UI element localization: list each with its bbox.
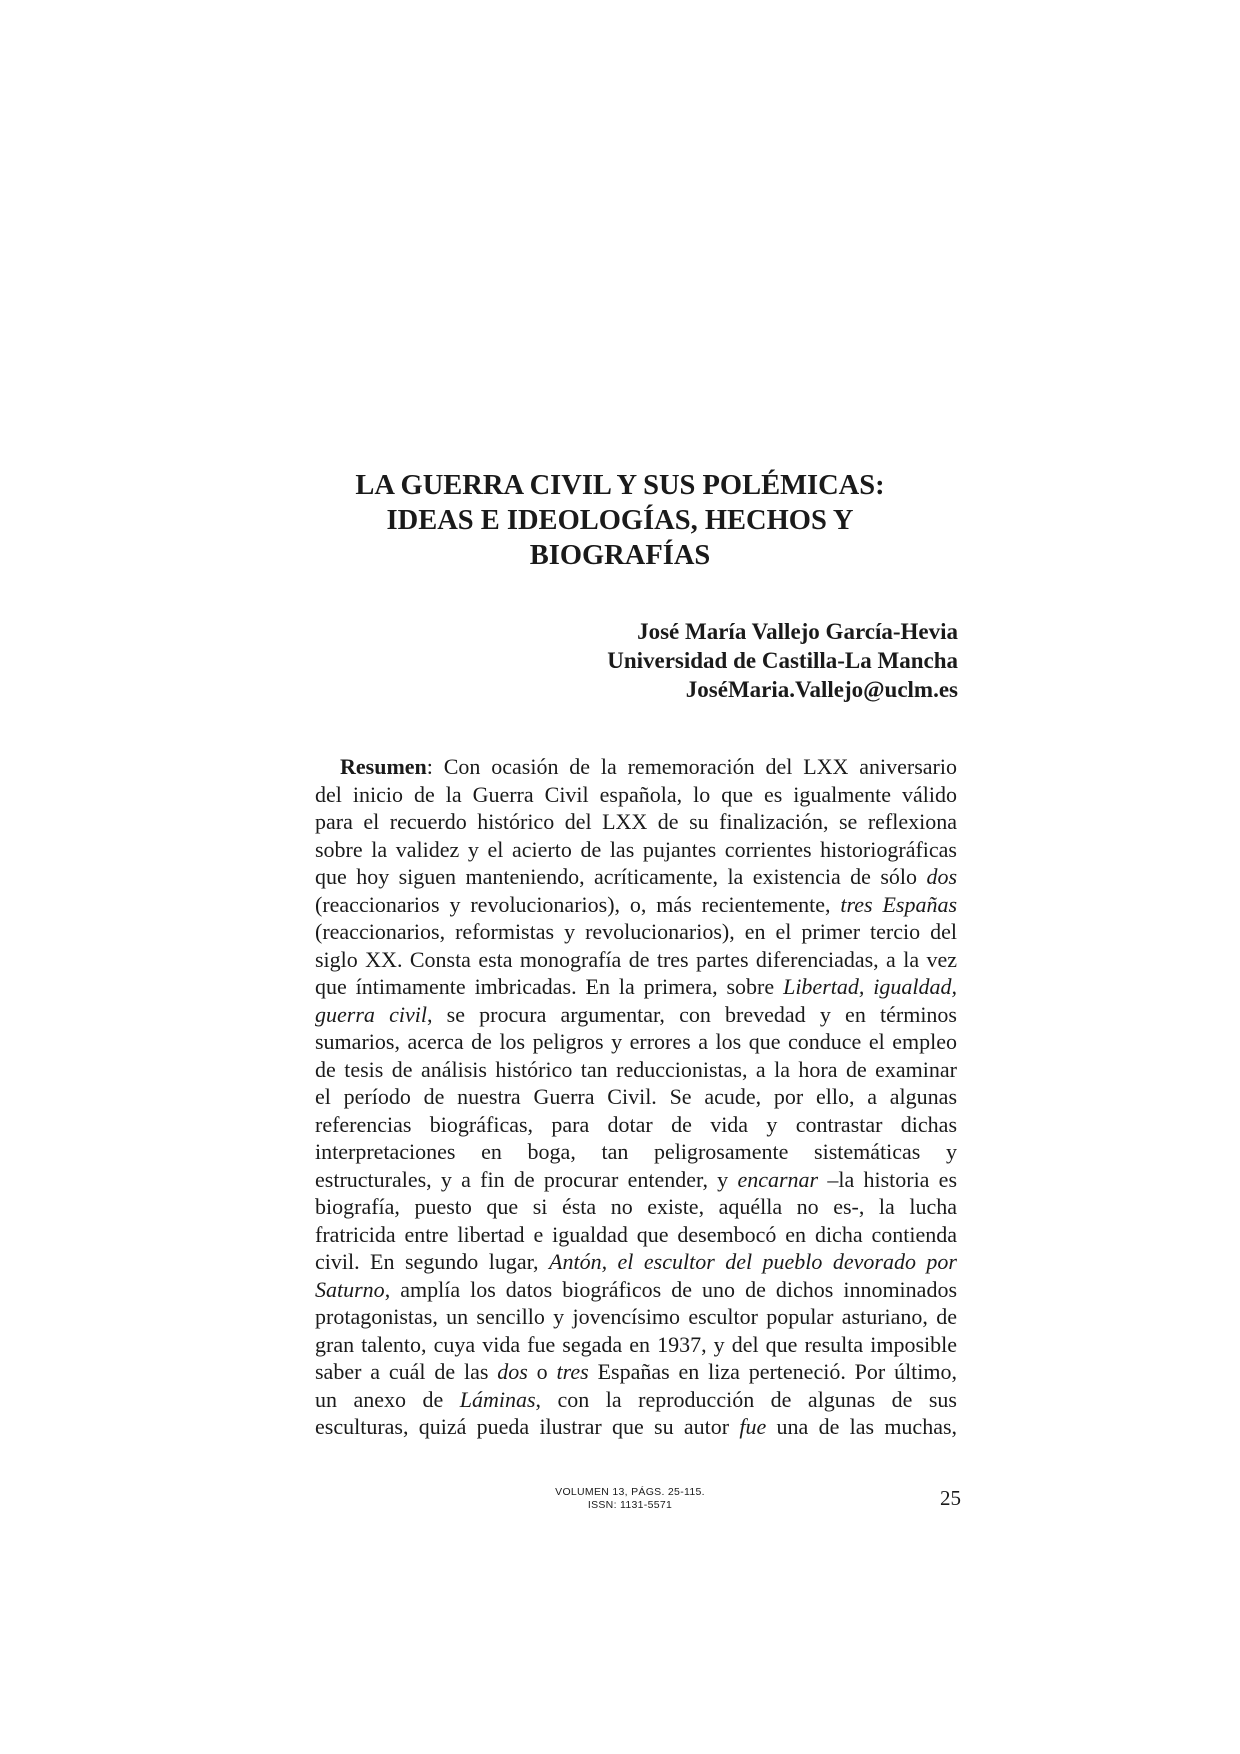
abstract-line: civil. En segundo lugar, Antón, el escultor del pueblo devorado por <box>315 1249 957 1274</box>
abstract-line: saber a cuál de las dos o tres Españas en liza perteneció. Por último, <box>315 1359 958 1384</box>
abstract-line: interpretaciones en boga, tan peligrosamente sistemáticas y <box>315 1139 957 1164</box>
abstract-label: Resumen <box>340 754 427 779</box>
abstract-line: que hoy siguen manteniendo, acríticamente, la existencia de sólo dos <box>315 864 957 889</box>
title-line-1: LA GUERRA CIVIL Y SUS POLÉMICAS: <box>355 470 885 501</box>
abstract-line: estructurales, y a fin de procurar entender, y encarnar –la historia es <box>315 1166 958 1192</box>
abstract-line: sumarios, acerca de los peligros y errores a los que conduce el empleo <box>315 1029 957 1054</box>
title-line-3: BIOGRAFÍAS <box>529 540 711 571</box>
abstract-line: sobre la validez y el acierto de las pujantes corrientes historiográficas <box>315 836 957 862</box>
abstract-line: del inicio de la Guerra Civil española, lo que es igualmente válido <box>315 781 957 807</box>
author-affiliation: Universidad de Castilla-La Mancha <box>607 648 958 673</box>
abstract-line: Resumen: Con ocasión de la rememoración del LXX aniversario <box>340 754 957 779</box>
abstract <box>315 753 957 1441</box>
abstract-line: para el recuerdo histórico del LXX de su finalización, se reflexiona <box>315 809 957 834</box>
abstract-line: esculturas, quizá pueda ilustrar que su autor fue una de las muchas, <box>315 1414 958 1439</box>
abstract-line: gran talento, cuya vida fue segada en 1937, y del que resulta imposible <box>315 1331 957 1357</box>
abstract-line: el período de nuestra Guerra Civil. Se acude, por ello, a algunas <box>315 1084 957 1109</box>
abstract-line: que íntimamente imbricadas. En la primera, sobre Libertad, igualdad, <box>315 974 958 999</box>
journal-footer <box>540 1486 720 1512</box>
abstract-line: un anexo de Láminas, con la reproducción de algunas de sus <box>315 1386 957 1412</box>
abstract-line: referencias biográficas, para dotar de vida y contrastar dichas <box>315 1111 957 1137</box>
title-line-2: IDEAS E IDEOLOGÍAS, HECHOS Y <box>386 505 854 536</box>
abstract-line: biografía, puesto que si ésta no existe, aquélla no es-, la lucha <box>315 1194 957 1219</box>
page-number: 25 <box>940 1486 961 1510</box>
abstract-line: protagonistas, un sencillo y jovencísimo escultor popular asturiano, de <box>315 1304 957 1329</box>
abstract-line: (reaccionarios, reformistas y revolucionarios), en el primer tercio del <box>315 919 957 944</box>
author-block <box>607 617 958 704</box>
author-name: José María Vallejo García-Hevia <box>637 619 958 644</box>
author-email[interactable]: JoséMaria.Vallejo@uclm.es <box>685 677 958 702</box>
abstract-line: fratricida entre libertad e igualdad que desembocó en dicha contienda <box>315 1221 957 1247</box>
abstract-line: siglo XX. Consta esta monografía de tres partes diferenciadas, a la vez <box>315 946 957 972</box>
issn-info: ISSN: 1131-5571 <box>587 1499 673 1511</box>
abstract-line: Saturno, amplía los datos biográficos de uno de dichos innominados <box>315 1276 957 1302</box>
abstract-line: (reaccionarios y revolucionarios), o, más recientemente, tres Españas <box>315 891 958 917</box>
volume-info: VOLUMEN 13, PÁGS. 25-115. <box>555 1486 705 1498</box>
paper-title <box>320 468 920 573</box>
abstract-line: guerra civil, se procura argumentar, con brevedad y en términos <box>315 1001 957 1027</box>
abstract-line: de tesis de análisis histórico tan reduccionistas, a la hora de examinar <box>315 1056 957 1082</box>
